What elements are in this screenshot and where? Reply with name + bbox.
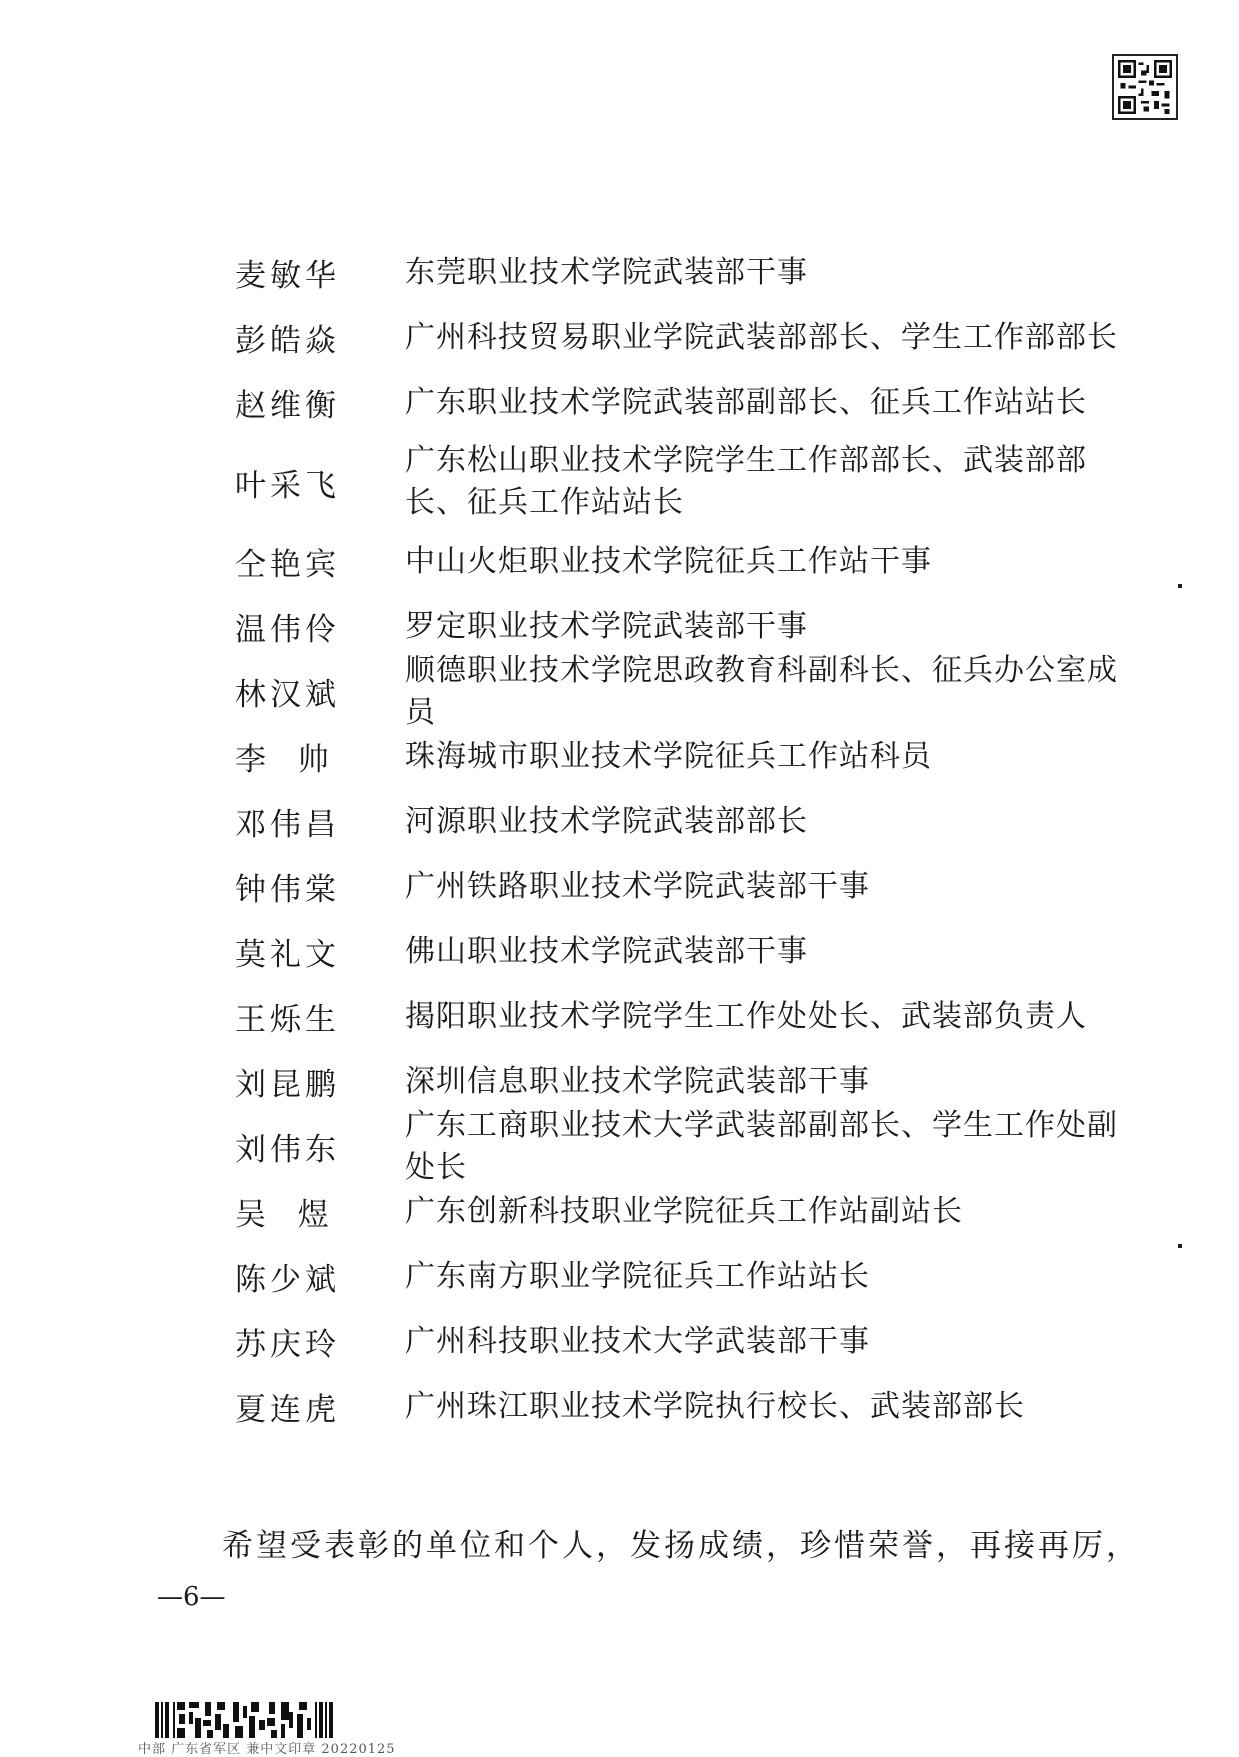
honoree-name: 仝艳宾 bbox=[235, 547, 340, 583]
honoree-name: 吴 煜 bbox=[235, 1197, 333, 1233]
honoree-role: 珠海城市职业技术学院征兵工作站科员 bbox=[405, 738, 932, 774]
list-item bbox=[235, 724, 1135, 789]
honoree-name: 温伟伶 bbox=[235, 612, 340, 648]
honoree-role: 东莞职业技术学院武装部干事 bbox=[405, 254, 808, 290]
list-item bbox=[235, 789, 1135, 854]
list-item bbox=[235, 240, 1135, 305]
list-item bbox=[235, 854, 1135, 919]
honoree-role: 深圳信息职业技术学院武装部干事 bbox=[405, 1063, 870, 1099]
honoree-role: 顺德职业技术学院思政教育科副科长、征兵办公室成员 bbox=[405, 652, 1118, 730]
list-item bbox=[235, 1309, 1135, 1374]
honoree-name: 王烁生 bbox=[235, 1002, 340, 1038]
scan-mark bbox=[1178, 1244, 1182, 1248]
honoree-role: 广东工商职业技术大学武装部副部长、学生工作处副处长 bbox=[405, 1107, 1118, 1185]
honoree-list bbox=[235, 240, 1135, 1439]
honoree-role: 佛山职业技术学院武装部干事 bbox=[405, 933, 808, 969]
honoree-role: 河源职业技术学院武装部部长 bbox=[405, 803, 808, 839]
honoree-name: 林汉斌 bbox=[235, 677, 340, 713]
list-item bbox=[235, 984, 1135, 1049]
honoree-name: 李 帅 bbox=[235, 742, 333, 778]
honoree-name: 夏连虎 bbox=[235, 1392, 340, 1428]
honoree-role: 广州科技贸易职业学院武装部部长、学生工作部部长 bbox=[405, 319, 1118, 355]
honoree-name: 刘昆鹏 bbox=[235, 1067, 340, 1103]
honoree-name: 陈少斌 bbox=[235, 1262, 340, 1298]
honoree-name: 赵维衡 bbox=[235, 388, 340, 424]
honoree-name: 彭皓焱 bbox=[235, 323, 340, 359]
list-item bbox=[235, 305, 1135, 370]
honoree-name: 刘伟东 bbox=[235, 1132, 340, 1168]
page-number: —6— bbox=[157, 1582, 226, 1612]
honoree-role: 广东职业技术学院武装部副部长、征兵工作站站长 bbox=[405, 384, 1087, 420]
honoree-role: 广东创新科技职业学院征兵工作站副站长 bbox=[405, 1193, 963, 1229]
honoree-role: 广州科技职业技术大学武装部干事 bbox=[405, 1323, 870, 1359]
list-item bbox=[235, 652, 1135, 730]
honoree-name: 邓伟昌 bbox=[235, 807, 340, 843]
list-item bbox=[235, 1107, 1135, 1185]
honoree-role: 罗定职业技术学院武装部干事 bbox=[405, 608, 808, 644]
honoree-role: 广东南方职业学院征兵工作站站长 bbox=[405, 1258, 870, 1294]
honoree-name: 叶采飞 bbox=[235, 467, 340, 504]
list-item bbox=[235, 1179, 1135, 1244]
list-item bbox=[235, 435, 1135, 529]
honoree-role: 广东松山职业技术学院学生工作部部长、武装部部长、征兵工作站站长 bbox=[405, 443, 1087, 520]
honoree-role: 广州铁路职业技术学院武装部干事 bbox=[405, 868, 870, 904]
closing-paragraph: 希望受表彰的单位和个人，发扬成绩，珍惜荣誉，再接再厉， bbox=[222, 1528, 1140, 1564]
honoree-name: 苏庆玲 bbox=[235, 1327, 340, 1363]
list-item bbox=[235, 1374, 1135, 1439]
footer-note: 中部 广东省军区 兼中文印章 20220125 bbox=[138, 1742, 396, 1757]
list-item bbox=[235, 370, 1135, 435]
honoree-name: 麦敏华 bbox=[235, 258, 340, 294]
honoree-role: 揭阳职业技术学院学生工作处处长、武装部负责人 bbox=[405, 998, 1087, 1034]
list-item bbox=[235, 529, 1135, 594]
qr-code bbox=[1112, 54, 1178, 120]
list-item bbox=[235, 1244, 1135, 1309]
scan-mark bbox=[1178, 584, 1182, 588]
honoree-name: 钟伟棠 bbox=[235, 872, 340, 908]
barcode bbox=[155, 1702, 335, 1738]
honoree-name: 莫礼文 bbox=[235, 937, 340, 973]
honoree-role: 中山火炬职业技术学院征兵工作站干事 bbox=[405, 543, 932, 579]
honoree-role: 广州珠江职业技术学院执行校长、武装部部长 bbox=[405, 1388, 1025, 1424]
list-item bbox=[235, 919, 1135, 984]
